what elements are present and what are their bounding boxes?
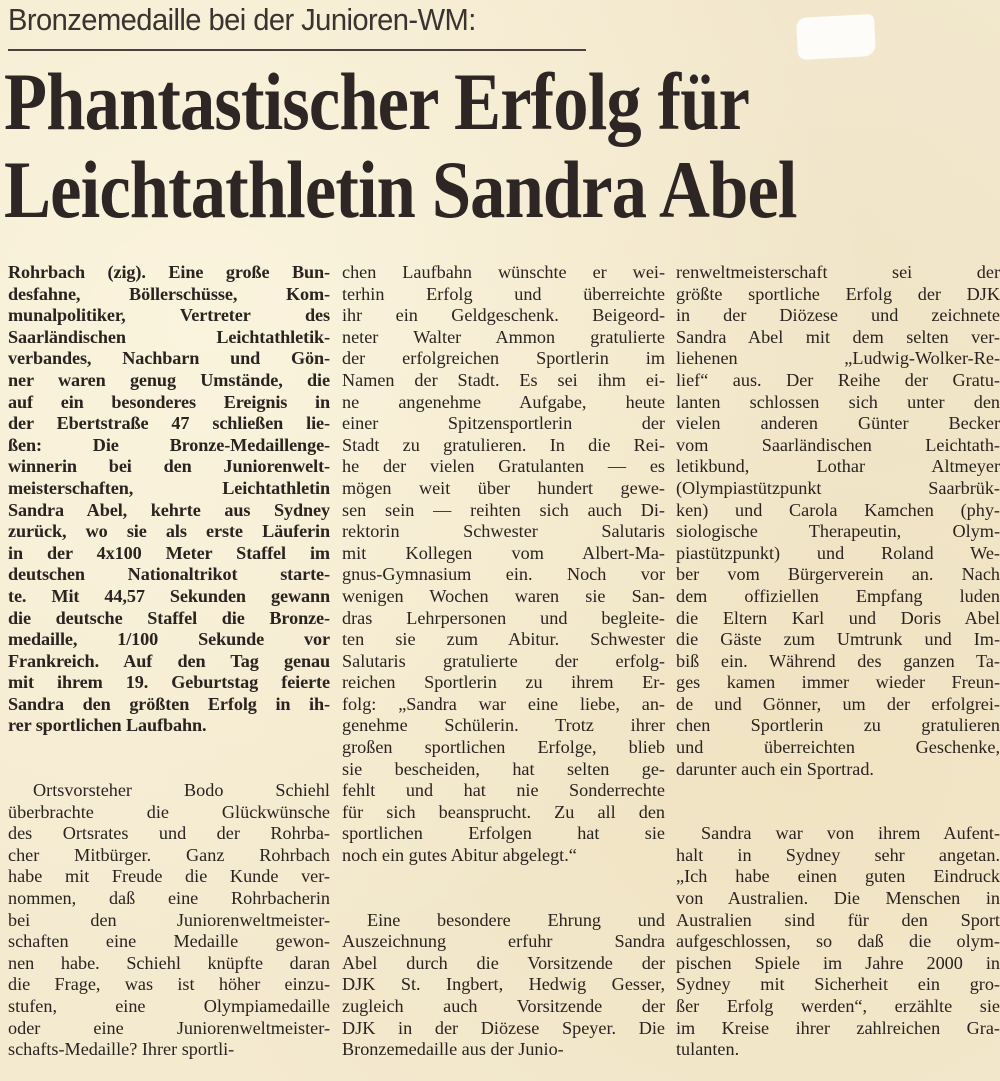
paper-blemish (796, 14, 876, 60)
text-line: vielen anderen Günter Becker (676, 413, 1000, 434)
text-line: nen habe. Schiehl knüpfte daran (8, 952, 330, 973)
text-line: lanten schlossen sich unter den (676, 391, 1000, 412)
text-line: letikbund, Lothar Altmeyer (676, 456, 1000, 477)
text-line: tulanten. (676, 1039, 740, 1060)
text-line: Sydney mit Sicherheit ein gro- (676, 974, 1000, 995)
text-line: ßer Erfolg werden“, erzählte sie (676, 996, 1000, 1016)
text-line: verbandes, Nachbarn und Gön- (8, 348, 330, 369)
text-line: stufen, eine Olympiamedaille (8, 996, 330, 1016)
text-line: sportlichen Erfolgen hat sie (342, 823, 665, 844)
text-line: Rohrbach (zig). Eine große Bun- (8, 262, 330, 282)
text-line: neter Walter Ammon gratulierte (342, 326, 665, 347)
text-line: mit ihrem 19. Geburtstag feierte (8, 672, 330, 693)
text-line: zugleich auch Vorsitzende der (342, 996, 665, 1016)
text-line: von Australien. Die Menschen in (676, 888, 1000, 909)
text-line: dras Lehrpersonen und begleite- (342, 607, 665, 628)
column-1 (8, 262, 330, 1061)
text-line: chen Sportlerin zu gratulieren (676, 715, 1000, 736)
text-line: ges kamen immer wieder Freun- (676, 672, 1000, 693)
text-line: die Frage, was ist höher einzu- (8, 974, 330, 995)
text-line: sie bescheiden, hat selten ge- (342, 758, 665, 779)
paragraph-gap (342, 867, 665, 910)
text-line: darunter auch ein Sportrad. (676, 758, 874, 779)
text-line: siologische Therapeutin, Olym- (676, 521, 1000, 542)
text-line: und überreichten Geschenke, (676, 737, 1000, 758)
text-line: Sandra war von ihrem Aufent- (701, 823, 1000, 844)
text-line: pischen Spiele im Jahre 2000 in (676, 952, 1000, 973)
text-line: ber vom Bürgerverein an. Nach (676, 564, 1000, 585)
text-line: ken) und Carola Kamchen (phy- (676, 499, 1000, 520)
text-line: winnerin bei den Juniorenwelt- (8, 456, 330, 477)
text-line: in der Diözese und zeichnete (676, 305, 1000, 326)
text-line: Auszeichnung erfuhr Sandra (342, 931, 665, 952)
text-line: der Ebertstraße 47 schließen lie- (8, 413, 330, 434)
text-line: he der vielen Gratulanten — es (342, 456, 665, 477)
body-paragraph (342, 262, 665, 867)
text-line: ßen: Die Bronze-Medaillenge- (8, 434, 330, 455)
text-line: ihr ein Geldgeschenk. Beigeord- (342, 305, 665, 326)
text-line: die deutsche Staffel die Bronze- (8, 607, 330, 628)
text-line: wenigen Wochen waren sie San- (342, 585, 665, 606)
text-line: chen Laufbahn wünschte er wei- (342, 262, 665, 282)
text-line: noch ein gutes Abitur abgelegt.“ (342, 845, 577, 866)
text-line: reichen Sportlerin zu ihrem Er- (342, 672, 665, 693)
article-kicker: Bronzemedaille bei der Junioren-WM: (8, 2, 476, 37)
text-line: de und Gönner, um der erfolgrei- (676, 693, 1000, 714)
text-line: großen sportlichen Erfolge, blieb (342, 737, 665, 758)
text-line: Sandra den größten Erfolg in ih- (8, 693, 330, 714)
text-line: des Ortsrates und der Rohrba- (8, 823, 330, 844)
text-line: te. Mit 44,57 Sekunden gewann (8, 585, 330, 606)
text-line: habe mit Freude die Kunde ver- (8, 866, 330, 887)
text-line: gnus-Gymnasium ein. Noch vor (342, 564, 665, 585)
article-headline (4, 58, 797, 234)
text-line: biß ein. Während des ganzen Ta- (676, 650, 1000, 671)
kicker-underline (8, 49, 586, 51)
text-line: medaille, 1/100 Sekunde vor (8, 629, 330, 650)
text-line: nommen, daß eine Rohrbacherin (8, 888, 330, 909)
text-line: die Gäste zum Umtrunk und Im- (676, 629, 1000, 650)
text-line: piastützpunkt) und Roland We- (676, 542, 1000, 563)
text-line: lief“ aus. Der Reihe der Gratu- (676, 369, 1000, 390)
text-line: Sandra Abel mit dem selten ver- (676, 326, 1000, 347)
paragraph-gap (676, 780, 1000, 823)
text-line: Australien sind für den Sport (676, 909, 1000, 930)
text-line: schaften eine Medaille gewon- (8, 931, 330, 952)
text-line: sen sein — reihten sich auch Di- (342, 499, 665, 520)
text-line: rer sportlichen Laufbahn. (8, 715, 207, 736)
text-line: überbrachte die Glückwünsche (8, 801, 330, 822)
text-line: folg: „Sandra war eine liebe, an- (342, 693, 665, 714)
text-line: halt in Sydney sehr angetan. (676, 844, 1000, 865)
text-line: cher Mitbürger. Ganz Rohrbach (8, 844, 330, 865)
text-line: munalpolitiker, Vertreter des (8, 305, 330, 326)
text-line: Eine besondere Ehrung und (367, 909, 665, 930)
text-line: Abel durch die Vorsitzende der (342, 952, 665, 973)
text-line: ne angenehme Aufgabe, heute (342, 391, 665, 412)
text-line: DJK St. Ingbert, Hedwig Gesser, (342, 974, 665, 995)
text-line: Namen der Stadt. Es sei ihm ei- (342, 369, 665, 390)
text-line: Bronzemedaille aus der Junio- (342, 1039, 564, 1060)
text-line: vom Saarländischen Leichtath- (676, 434, 1000, 455)
text-line: auf ein besonderes Ereignis in (8, 391, 330, 412)
text-line: meisterschaften, Leichtathletin (8, 477, 330, 498)
body-paragraph (676, 823, 1000, 1061)
text-line: oder eine Juniorenweltmeister- (8, 1017, 330, 1038)
text-line: Salutaris gratulierte der erfolg- (342, 650, 665, 671)
text-line: rektorin Schwester Salutaris (342, 521, 665, 542)
body-paragraph (676, 262, 1000, 780)
text-line: die Eltern Karl und Doris Abel (676, 607, 1000, 628)
text-line: für sich beansprucht. Zu all den (342, 801, 665, 822)
body-paragraph (8, 780, 330, 1061)
text-line: einer Spitzensportlerin der (342, 413, 665, 434)
text-line: Sandra Abel, kehrte aus Sydney (8, 499, 330, 520)
body-paragraph (342, 910, 665, 1061)
text-line: renweltmeisterschaft sei der (676, 262, 1000, 282)
text-line: liehenen „Ludwig-Wolker-Re- (676, 348, 1000, 369)
lead-paragraph (8, 262, 330, 737)
text-line: größte sportliche Erfolg der DJK (676, 283, 1000, 304)
text-line: im Kreise ihrer zahlreichen Gra- (676, 1017, 1000, 1038)
text-line: Ortsvorsteher Bodo Schiehl (33, 780, 330, 801)
text-line: Stadt zu gratulieren. In die Rei- (342, 434, 665, 455)
text-line: aufgeschlossen, so daß die olym- (676, 931, 1000, 952)
text-line: deutschen Nationaltrikot starte- (8, 564, 330, 585)
text-line: genehme Schülerin. Trotz ihrer (342, 715, 665, 736)
text-line: desfahne, Böllerschüsse, Kom- (8, 283, 330, 304)
text-line: mögen weit über hundert gewe- (342, 477, 665, 498)
text-line: schafts-Medaille? Ihrer sportli- (8, 1039, 235, 1060)
column-3 (676, 262, 1000, 1061)
headline-line-1: Phantastischer Erfolg für (4, 56, 750, 147)
text-line: „Ich habe einen guten Eindruck (676, 866, 1000, 887)
text-line: in der 4x100 Meter Staffel im (8, 542, 330, 563)
text-line: mit Kollegen vom Albert-Ma- (342, 542, 665, 563)
text-line: Frankreich. Auf den Tag genau (8, 650, 330, 671)
text-line: fehlt und hat nie Sonderrechte (342, 780, 665, 801)
text-line: ten sie zum Abitur. Schwester (342, 629, 665, 650)
text-line: dem offiziellen Empfang luden (676, 585, 1000, 606)
text-line: Saarländischen Leichtathletik- (8, 326, 330, 347)
headline-line-2: Leichtathletin Sandra Abel (4, 144, 797, 235)
text-line: ner waren genug Umstände, die (8, 369, 330, 390)
text-line: DJK in der Diözese Speyer. Die (342, 1017, 665, 1038)
text-line: der erfolgreichen Sportlerin im (342, 348, 665, 369)
text-line: bei den Juniorenweltmeister- (8, 909, 330, 930)
text-line: terhin Erfolg und überreichte (342, 283, 665, 304)
column-2 (342, 262, 665, 1061)
paragraph-gap (8, 737, 330, 780)
text-line: zurück, wo sie als erste Läuferin (8, 521, 330, 542)
text-line: (Olympiastützpunkt Saarbrük- (676, 477, 1000, 498)
